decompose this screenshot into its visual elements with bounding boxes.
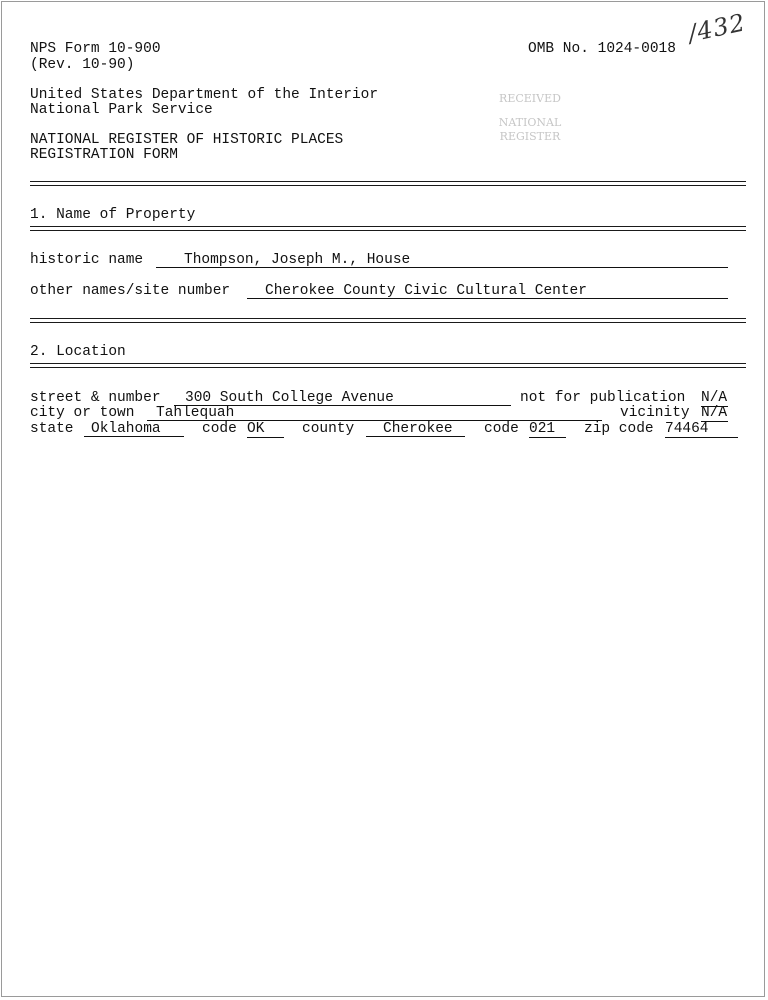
other-names-label: other names/site number	[30, 283, 231, 299]
zip-code-field[interactable]: 74464	[665, 421, 738, 438]
form-number: NPS Form 10-900	[30, 41, 161, 57]
form-title-line-1: NATIONAL REGISTER OF HISTORIC PLACES	[30, 132, 344, 148]
double-rule	[30, 226, 746, 231]
section-1-heading: 1. Name of Property	[30, 207, 196, 223]
city-field[interactable]: Tahlequah	[147, 405, 602, 421]
handwritten-number: /432	[685, 8, 749, 48]
county-code-field[interactable]: 021	[529, 421, 566, 438]
faded-received-stamp	[478, 92, 582, 158]
stamp-line-3: REGISTER	[499, 130, 561, 143]
stamp-line-2: NATIONAL	[498, 116, 562, 129]
vicinity-field[interactable]: N/A	[701, 405, 728, 421]
vicinity-label: vicinity	[620, 405, 690, 421]
historic-name-field[interactable]: Thompson, Joseph M., House	[156, 252, 728, 268]
double-rule	[30, 318, 746, 323]
county-field[interactable]: Cherokee	[366, 421, 465, 437]
state-code-field[interactable]: OK	[247, 421, 284, 438]
not-for-publication-label: not for publication	[520, 390, 686, 406]
form-revision: (Rev. 10-90)	[30, 57, 135, 73]
city-label: city or town	[30, 405, 135, 421]
zip-code-label: zip code	[584, 421, 654, 437]
state-code-label: code	[202, 421, 237, 437]
stamp-line-1: RECEIVED	[499, 92, 561, 105]
not-for-publication-field[interactable]: N/A	[701, 390, 728, 406]
agency-line-2: National Park Service	[30, 102, 213, 118]
county-label: county	[302, 421, 355, 437]
agency-line-1: United States Department of the Interior	[30, 87, 379, 103]
state-label: state	[30, 421, 74, 437]
street-label: street & number	[30, 390, 161, 406]
section-2-heading: 2. Location	[30, 344, 126, 360]
double-rule	[30, 363, 746, 368]
street-field[interactable]: 300 South College Avenue	[174, 390, 511, 406]
other-names-field[interactable]: Cherokee County Civic Cultural Center	[247, 283, 728, 299]
double-rule	[30, 181, 746, 186]
historic-name-label: historic name	[30, 252, 144, 268]
county-code-label: code	[484, 421, 519, 437]
form-title-line-2: REGISTRATION FORM	[30, 147, 178, 163]
state-field[interactable]: Oklahoma	[84, 421, 184, 437]
omb-number: OMB No. 1024-0018	[528, 41, 676, 57]
